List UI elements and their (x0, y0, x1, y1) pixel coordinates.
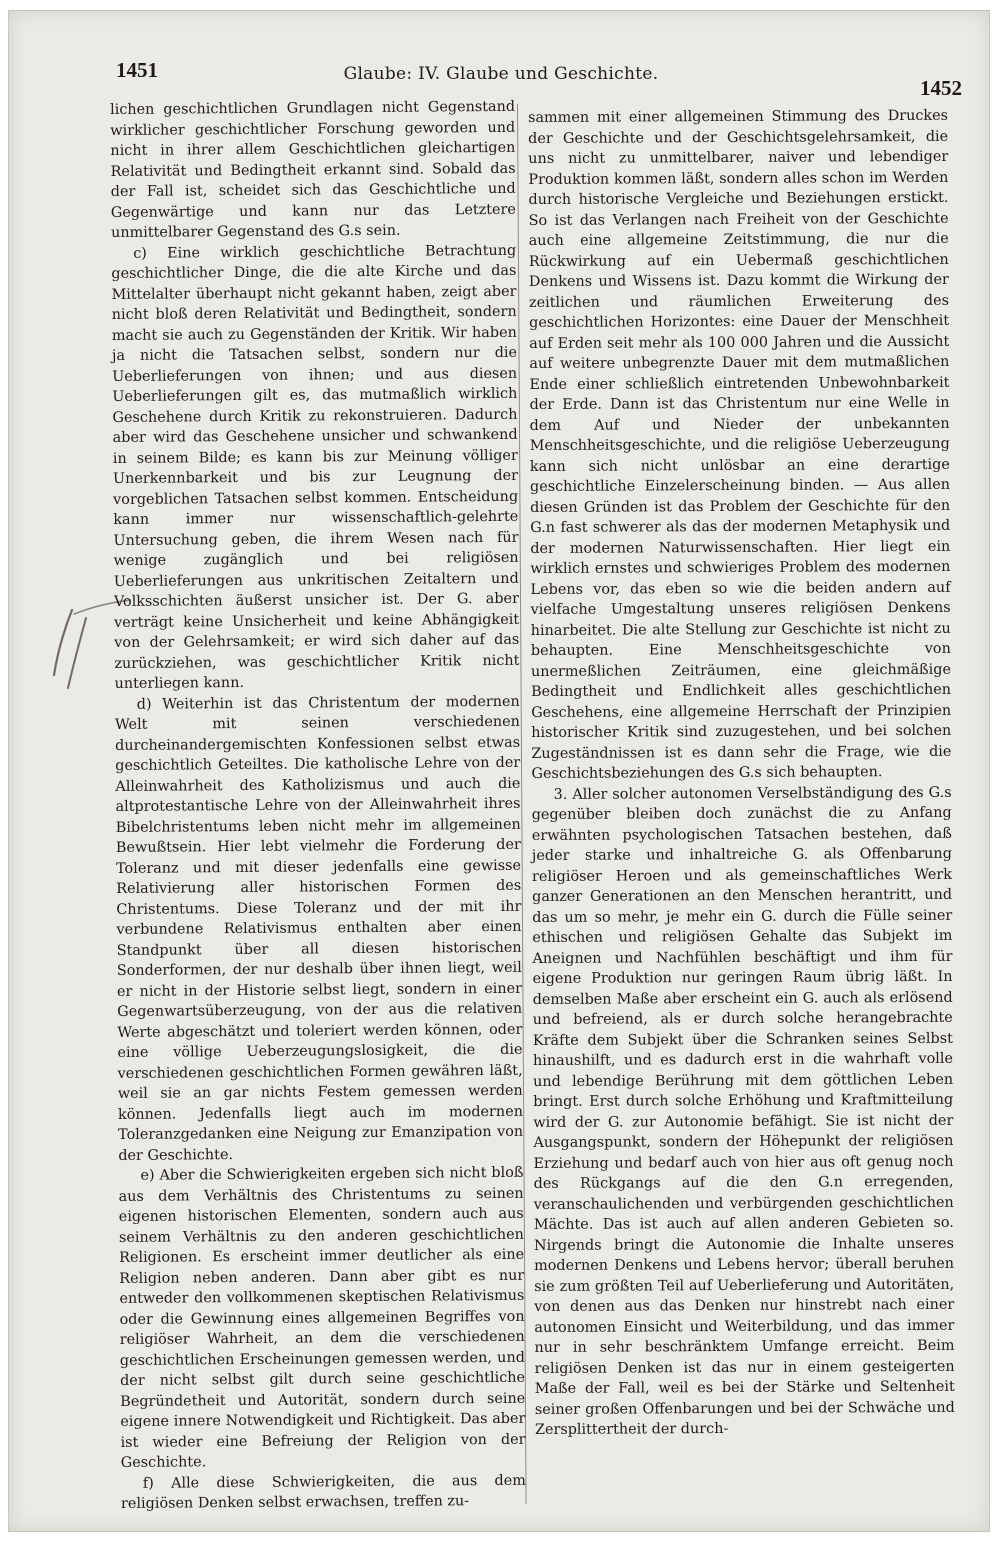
page-number-right: 1452 (920, 76, 962, 100)
right-text-column (528, 106, 955, 1441)
left-text-column (110, 97, 526, 1515)
paragraph: sammen mit einer allgemeinen Stimmung des Druckes der Geschichte und der Geschichtsgelehrsamkeit, die uns nicht zu unmittelbarer, naiver und lebendiger Produktion kommen läßt, sondern alles schon im Werden durch historische Vergleiche und Beziehungen erstickt. So ist das Verlangen nach Freiheit von der Geschichte auch eine allgemeine Zeitstimmung, die nur die Rückwirkung auf ein Uebermaß geschichtlichen Denkens und Wissens ist. Dazu kommt die Wirkung der zeitlichen und räumlichen Erweiterung des geschichtlichen Horizontes: eine Dauer der Menschheit auf Erden seit mehr als 100 000 Jahren und die Aussicht auf weitere unbegrenzte Dauer mit dem mutmaßlichen Ende einer schließlich eintretenden Unbewohnbarkeit der Erde. Dann ist das Christentum nur eine Welle in dem Auf und Nieder der unbekannten Menschheitsgeschichte, und die religiöse Ueberzeugung kann sich nicht unlösbar an eine derartige geschichtliche Einzelerscheinung binden. — Aus allen diesen Gründen ist das Problem der Geschichte für den G.n fast schwerer als das der modernen Metaphysik und der modernen Naturwissenschaften. Hier liegt ein wirklich ernstes und schwieriges Problem des modernen Lebens vor, das eben so wie die beiden andern auf vielfache Umgestaltung unseres religiösen Denkens hinarbeitet. Die alte Stellung zur Geschichte ist nicht zu behaupten. Eine Menschheitsgeschichte von unermeßlichen Zeiträumen, eine gleichmäßige Bedingtheit und Endlichkeit alles geschichtlichen Geschehens, eine allgemeine Herrschaft der Prinzipien historischer Kritik sind zuzugestehen, und bei solchen Zugeständnissen ist es dann sehr die Frage, wie die Geschichtsbeziehungen des G.s sich behaupten. (528, 107, 952, 782)
paragraph: f) Alle diese Schwierigkeiten, die aus dem religiösen Denken selbst erwachsen, treffen zu- (120, 1472, 526, 1512)
paragraph: lichen geschichtlichen Grundlagen nicht Gegenstand wirklicher geschichtlicher Forschung geworden und nicht in ihrer allem Geschichtlichen gleichartigen Relativität und Bedingtheit erkannt sind. Sobald das der Fall ist, scheidet sich das Geschichtliche und Gegenwärtige und kann nur das Letztere unmittelbarer Gegenstand des G.s sein. (110, 98, 516, 241)
running-title: Glaube: IV. Glaube und Geschichte. (343, 64, 659, 84)
running-head (116, 58, 966, 98)
paragraph: 3. Aller solcher autonomen Verselbständigung des G.s gegenüber bleiben doch zunächst die zu Anfang erwähnten psychologischen Tatsachen bestehen, daß jeder starke und inhaltreiche G. als Offenbarung religiöser Heroen und als gemeinschaftliches Werk ganzer Generationen an den Menschen herantritt, und das um so mehr, je mehr ein G. durch die Fülle seiner ethischen und religiösen Gehalte das Subjekt im Aneignen und Nachfühlen beschäftigt und ihm für eigene Produktion nur geringen Raum übrig läßt. In demselben Maße aber erscheint ein G. auch als erlösend und befreiend, als er durch solche herangebrachte Kräfte dem Subjekt über die Schranken seines Selbst hinaushilft, und es dadurch erst in die wahrhaft volle und lebendige Berührung mit dem göttlichen Leben bringt. Erst durch solche Erhöhung und Kraftmitteilung wird der G. zur Autonomie befähigt. Sie ist nicht der Ausgangspunkt, sondern der Höhepunkt der religiösen Erziehung und bedarf auch von hier aus oft genug noch des Rückgangs auf die den G.n erregenden, veranschaulichenden und verbürgenden geschichtlichen Mächte. Das ist auch auf allen anderen Gebieten so. Nirgends bringt die Autonomie die Inhalte unseres modernen Denkens und Lebens hervor; überall beruhen sie zum größten Teil auf Ueberlieferung und Autoritäten, von denen aus das Denken nur hinstrebt nach einer autonomen Einsicht und Weiterbildung, und das immer nur in sehr beschränktem Umfange erreicht. Beim religiösen Denken ist das nur in einem gesteigerten Maße der Fall, weil es bei der Stärke und Seltenheit seiner großen Offenbarungen und bei der Schwäche und Zersplittertheit der durch- (531, 784, 955, 1438)
paragraph: e) Aber die Schwierigkeiten ergeben sich nicht bloß aus dem Verhältnis des Christentums zu seinen eigenen historischen Elementen, sondern auch aus seinem Verhältnis zu den anderen geschichtlichen Religionen. Es erscheint immer deutlicher als eine Religion neben anderen. Dann aber gibt es nur entweder den vollkommenen skeptischen Relativismus oder die Gewinnung eines allgemeinen Begriffes von religiöser Wahrheit, an dem die verschiedenen geschichtlichen Erscheinungen gemessen werden, und der nicht selbst gilt durch seine geschichtliche Begründetheit und Autorität, sondern durch seine eigene innere Notwendigkeit und Richtigkeit. Das aber ist wieder eine Befreiung der Religion von der Geschichte. (118, 1164, 526, 1471)
paragraph: d) Weiterhin ist das Christentum der modernen Welt mit seinen verschiedenen durcheinandergemischten Konfessionen selbst etwas geschichtlich Geteiltes. Die katholische Lehre von der Alleinwahrheit des Katholizismus und auch die altprotestantische Lehre von der Alleinwahrheit ihres Bibelchristentums leben nicht mehr im allgemeinen Bewußtsein. Hier lebt vielmehr die Forderung der Toleranz und mit dieser jedenfalls eine gewisse Relativierung aller historischen Formen des Christentums. Diese Toleranz und der mit ihr verbundene Relativismus enthalten aber einen Standpunkt über all diesen historischen Sonderformen, der nur deshalb über ihnen liegt, weil er nicht in der Historie selbst liegt, sondern in einer Gegenwartsüberzeugung, von der aus die relativen Werte abgeschätzt und toleriert werden können, oder eine völlige Ueberzeugungslosigkeit, die die verschiedenen geschichtlichen Formen gewähren läßt, weil sie an gar nichts Festem gemessen werden können. Jedenfalls liegt auch im modernen Toleranzgedanken eine Neigung zur Emanzipation von der Geschichte. (114, 693, 524, 1164)
paragraph: c) Eine wirklich geschichtliche Betrachtung geschichtlicher Dinge, die die alte Kirche und das Mittelalter überhaupt nicht gekannt haben, zeigt aber nicht bloß deren Relativität und Bedingtheit, sondern macht sie auch zu Gegenständen der Kritik. Wir haben ja nicht die Tatsachen selbst, sondern nur die Ueberlieferungen von ihnen; und aus diesen Ueberlieferungen gilt es, das mutmaßlich wirklich Geschehene durch Kritik zu rekonstruieren. Dadurch aber wird das Geschehene unsicher und schwankend in seinem Bilde; es kann bis zur Meinung völliger Unerkennbarkeit und bis zur Leugnung der vorgeblichen Tatsachen selbst kommen. Entscheidung kann immer nur wissenschaftlich-gelehrte Untersuchung geben, die ihrem Wesen nach für wenige zugänglich und bei religiösen Ueberlieferungen aus unkritischen Zeitaltern und Volksschichten äußerst unsicher ist. Der G. aber verträgt keine Unsicherheit und keine Abhängigkeit von der Gelehrsamkeit; er wird sich daher auf das zurückziehen, was geschichtlicher Kritik nicht unterliegen kann. (111, 242, 520, 692)
page-number-left: 1451 (116, 58, 158, 82)
